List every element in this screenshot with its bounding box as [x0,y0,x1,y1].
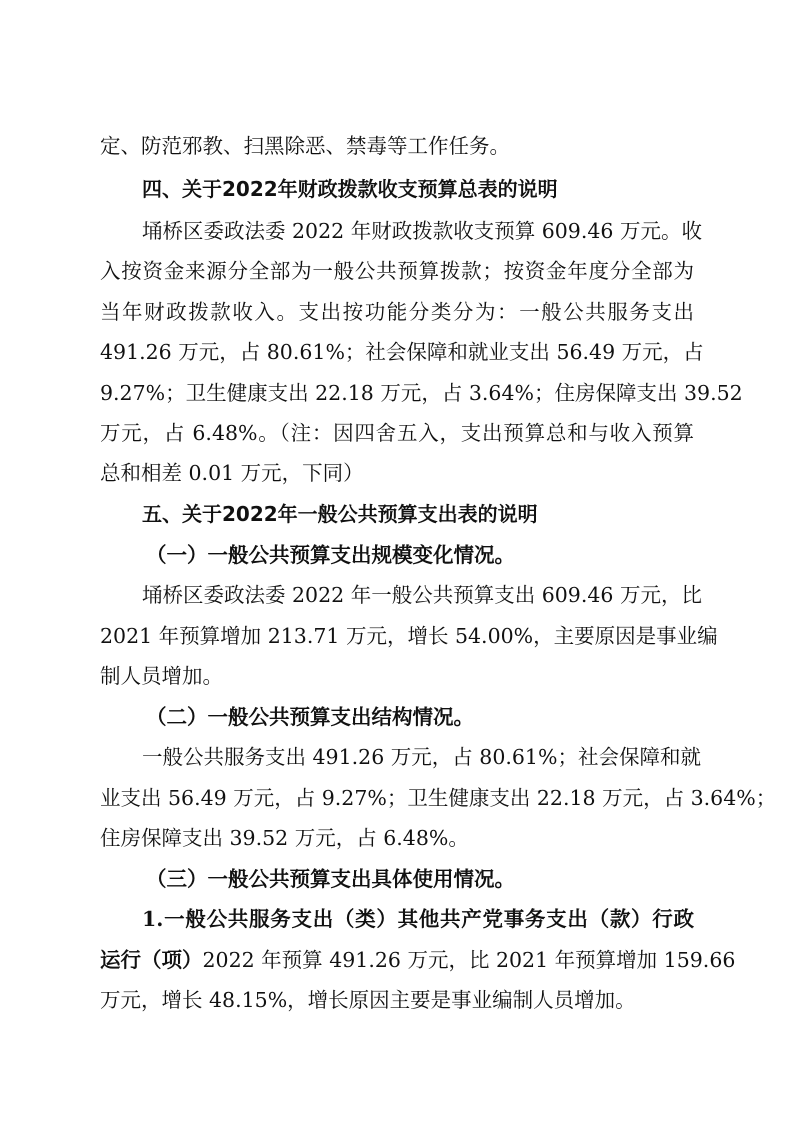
paragraph-line: 业支出 56.49 万元，占 9.27%；卫生健康支出 22.18 万元，占 3.64%； [100,786,777,810]
paragraph-line: 9.27%；卫生健康支出 22.18 万元，占 3.64%；住房保障支出 39.52 [100,381,743,405]
paragraph-line: 万元，增长 48.15%，增长原因主要是事业编制人员增加。 [100,988,636,1012]
paragraph-line: 万元，占 6.48%。（注：因四舍五入，支出预算总和与收入预算 [100,421,694,445]
subsection-heading-3: （三）一般公共预算支出具体使用情况。 [146,867,515,891]
paragraph-line: 491.26 万元，占 80.61%；社会保障和就业支出 56.49 万元，占 [100,340,704,364]
paragraph-line: 定、防范邪教、扫黑除恶、禁毒等工作任务。 [100,134,510,158]
item-heading-line: 1.一般公共服务支出（类）其他共产党事务支出（款）行政 [142,907,694,931]
paragraph-line: 入按资金来源分全部为一般公共预算拨款；按资金年度分全部为 [100,259,694,283]
subsection-heading-1: （一）一般公共预算支出规模变化情况。 [146,543,515,567]
section-heading-4: 四、关于2022年财政拨款收支预算总表的说明 [142,177,558,201]
paragraph-line: 埇桥区委政法委 2022 年一般公共预算支出 609.46 万元，比 [142,583,702,607]
paragraph-line: 总和相差 0.01 万元，下同） [100,461,364,485]
item-text: 2022 年预算 491.26 万元，比 2021 年预算增加 159.66 [202,948,736,972]
paragraph-line: 制人员增加。 [100,664,223,688]
paragraph-line [100,942,736,978]
paragraph-line: 埇桥区委政法委 2022 年财政拨款收支预算 609.46 万元。收 [142,219,702,243]
paragraph-line: 2021 年预算增加 213.71 万元，增长 54.00%，主要原因是事业编 [100,624,718,648]
subsection-heading-2: （二）一般公共预算支出结构情况。 [146,705,474,729]
paragraph-line: 当年财政拨款收入。支出按功能分类分为：一般公共服务支出 [100,300,694,324]
paragraph-line: 一般公共服务支出 491.26 万元，占 80.61%；社会保障和就 [142,745,701,769]
item-heading-tail: 运行（项） [100,948,203,972]
paragraph-line: 住房保障支出 39.52 万元，占 6.48%。 [100,826,469,850]
section-heading-5: 五、关于2022年一般公共预算支出表的说明 [142,502,538,526]
